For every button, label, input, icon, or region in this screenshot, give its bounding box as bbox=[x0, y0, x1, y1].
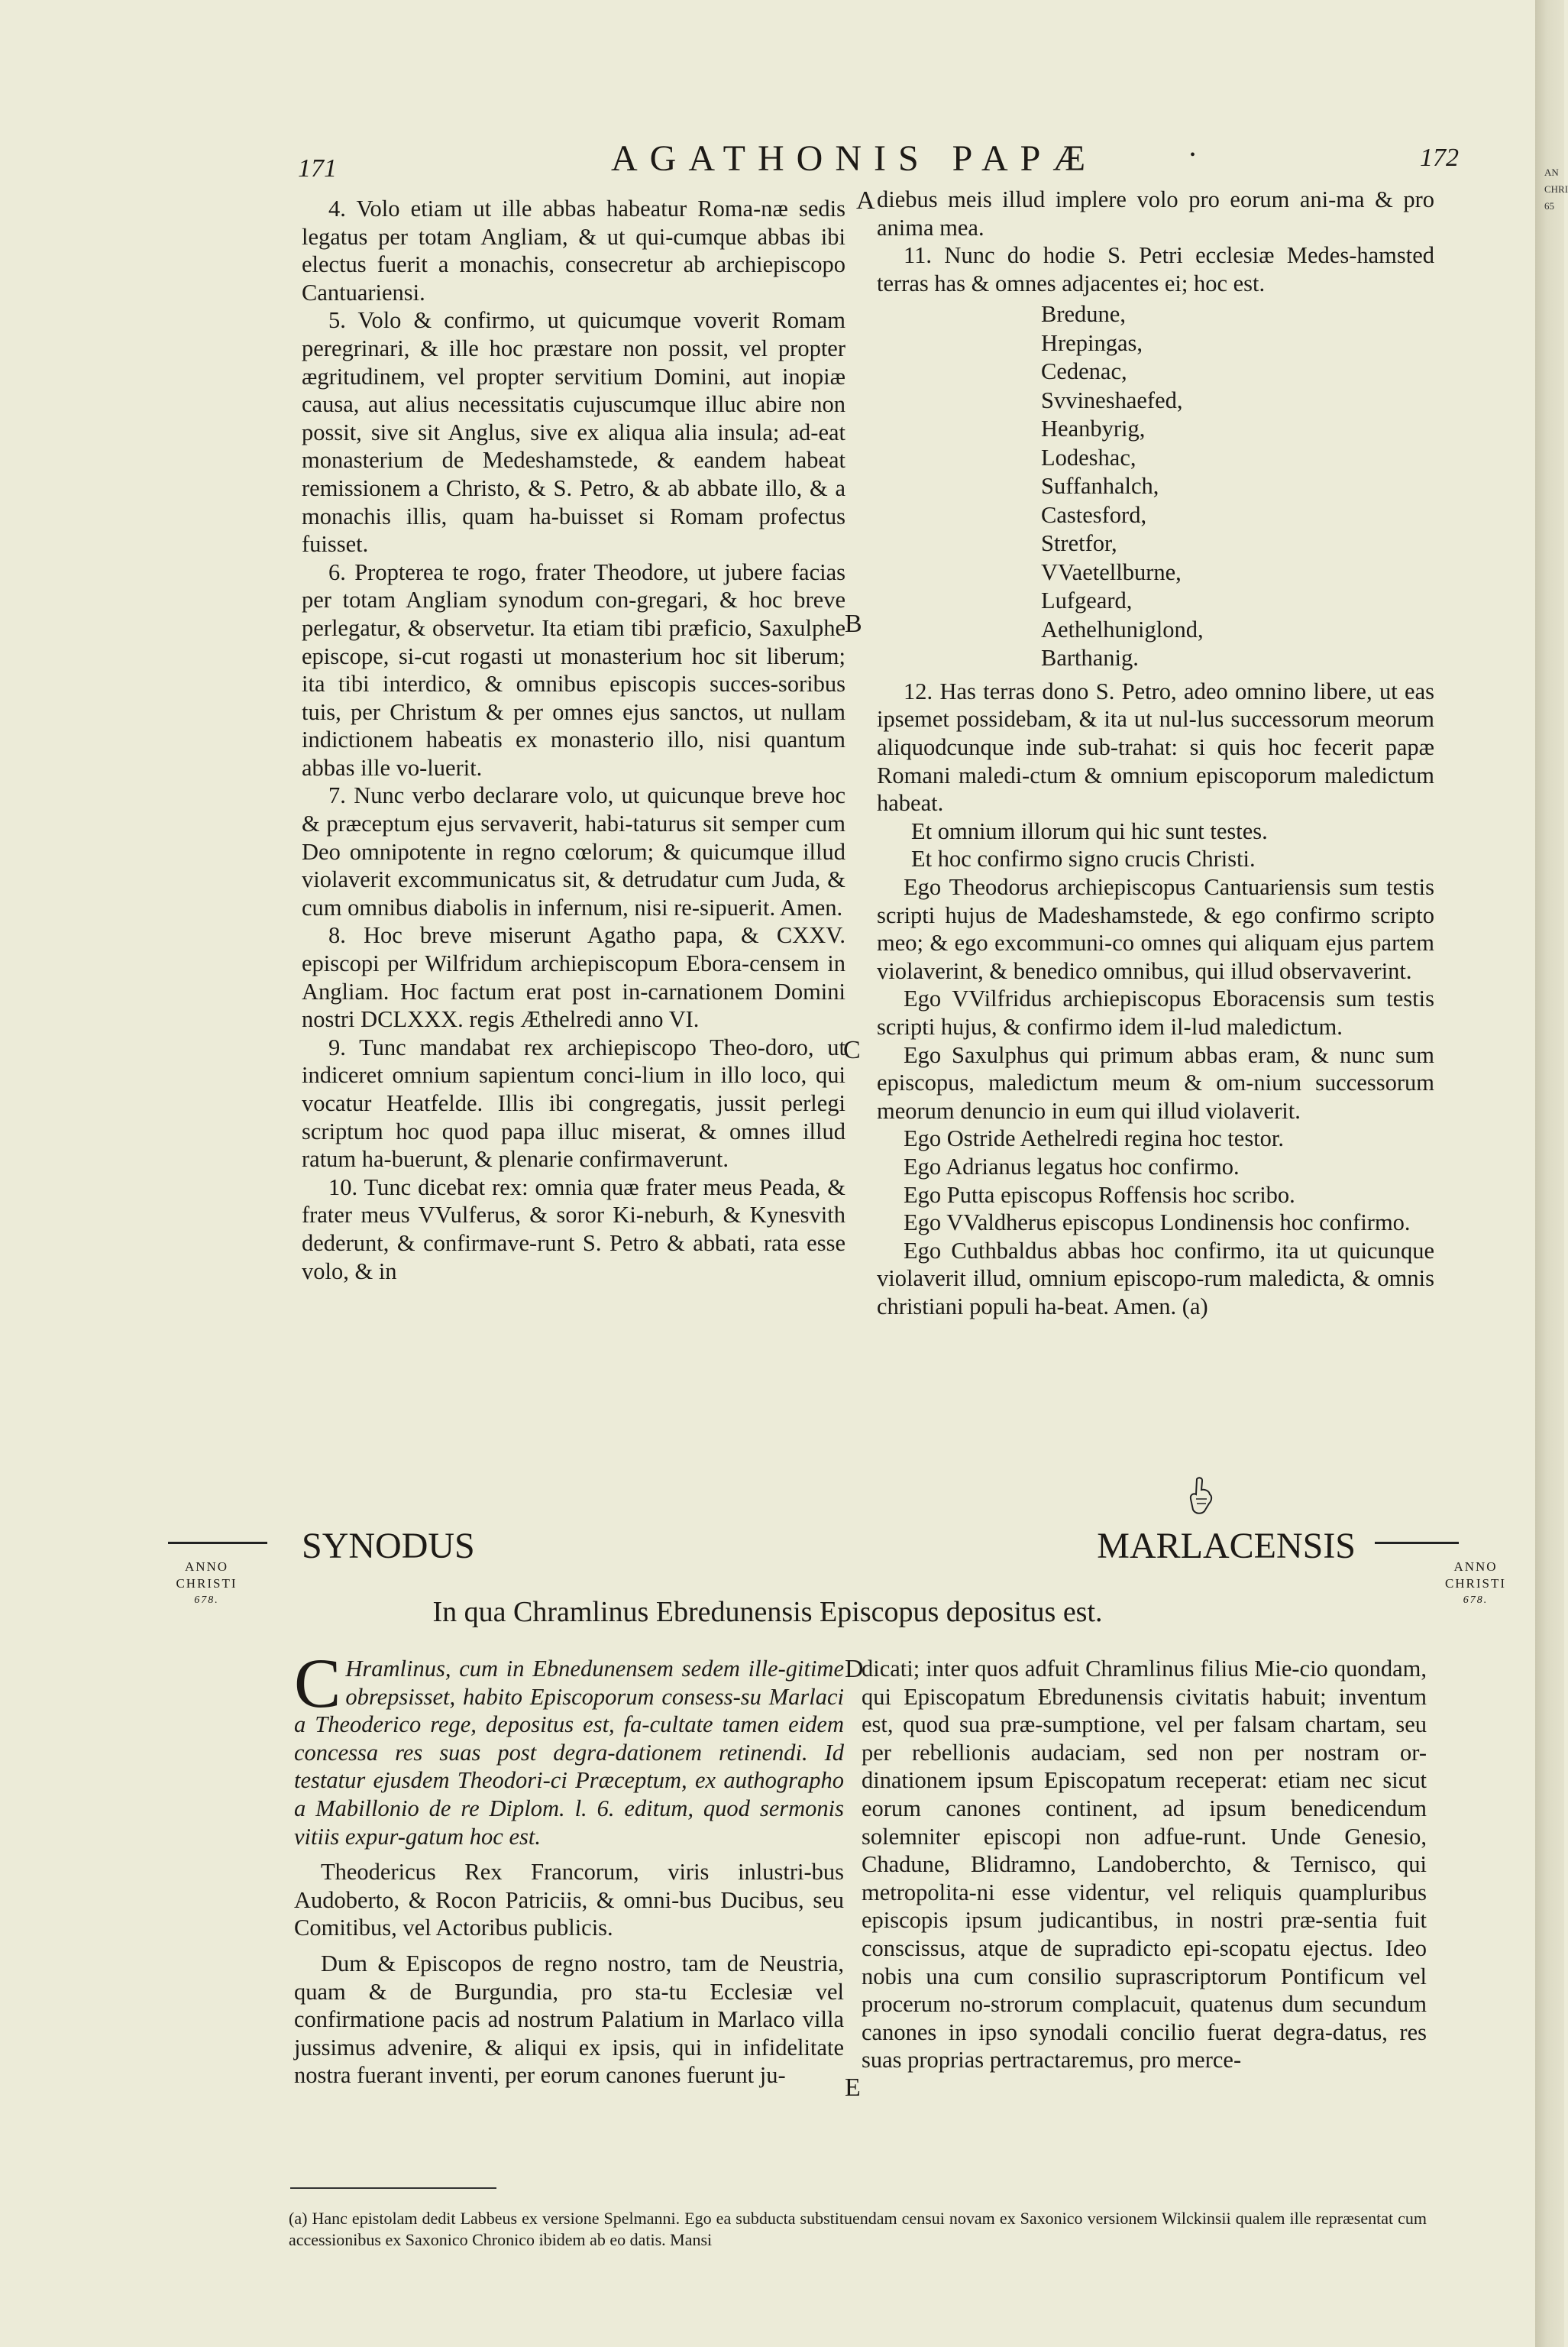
witness-line: Et omnium illorum qui hic sunt testes. bbox=[911, 817, 1268, 844]
left-column-lower bbox=[294, 1644, 844, 2090]
place-name: Aethelhuniglond, bbox=[1041, 616, 1204, 643]
signatory: Ego Saxulphus qui primum abbas eram, & nunc sum episcopus, maledictum meum & om-nium successorum meorum denuncio in eum qui illud violaverit. bbox=[877, 1041, 1434, 1124]
page-number-right: 172 bbox=[1420, 144, 1459, 172]
paragraph-11: 11. Nunc do hodie S. Petri ecclesiæ Medes-hamsted terras has & omnes adjacentes ei; hoc est. bbox=[877, 242, 1434, 296]
adjacent-page-margin-note bbox=[1544, 164, 1568, 215]
place-name: Stretfor, bbox=[1041, 530, 1117, 557]
left-column-upper bbox=[302, 195, 845, 1285]
header-ornament: • bbox=[1190, 147, 1196, 163]
margin-letter-c: C bbox=[843, 1036, 861, 1064]
synod-introduction bbox=[294, 1644, 844, 1850]
christi-label: CHRISTI bbox=[1444, 1576, 1507, 1591]
page-number-left: 171 bbox=[298, 154, 337, 183]
paragraph-continuation: diebus meis illud implere volo pro eorum ani-ma & pro anima mea. bbox=[877, 186, 1434, 241]
synod-title: SYNODUS MARLACENSIS bbox=[302, 1526, 1356, 1566]
place-name: Svvineshaefed, bbox=[1041, 387, 1183, 413]
place-name: Bredune, bbox=[1041, 301, 1126, 328]
place-name: Cedenac, bbox=[1041, 358, 1127, 385]
margin-letter-d: D bbox=[845, 1655, 864, 1683]
signatory: Ego Theodorus archiepiscopus Cantuariensis sum testis scripti hujus de Madeshamstede, & ego confirmo scripto meo; & ego excommuni-co omnes qui aliquam ejus partem violaverint, & benedico omnibus, qui illud observaverint. bbox=[877, 874, 1434, 984]
signatory: Ego VVilfridus archiepiscopus Eboracensis sum testis scripti hujus, & confirmo idem il-lud maledictum. bbox=[877, 986, 1434, 1040]
margin-letter-e: E bbox=[845, 2073, 861, 2102]
drop-cap: C bbox=[294, 1644, 341, 1722]
paragraph-4: 4. Volo etiam ut ille abbas habeatur Roma-næ sedis legatus per totam Angliam, & ut qui-cumque abbas ibi electus fuerit a monachis, consecretur ab archiepiscopo Cantuariensi. bbox=[302, 196, 845, 306]
place-name: VVaetellburne, bbox=[1041, 558, 1182, 585]
signatory: Ego Ostride Aethelredi regina hoc testor. bbox=[904, 1125, 1285, 1152]
running-title: AGATHONIS PAPÆ bbox=[611, 138, 1098, 179]
margin-letter-b: B bbox=[845, 610, 862, 638]
decree-continuation: dicati; inter quos adfuit Chramlinus filius Mie-cio quondam, qui Episcopatum Ebredunensis civitatis habuit; inventum est, quod sua præ-sumptione, vel per falsam chartam, seu per rebellionis audaciam, sed non per nostram or-dinationem ipsum Episcopatum receperat: etiam nec sicut eorum canones continent, ad ipsum benedicendum solemniter episcopi non adfue-runt. Unde Genesio, Chadune, Blidramno, Landoberchto, & Ternisco, qui metropolita-ni esse videntur, vel reliquis quampluribus episcopis ipsum judicantibus, in nostri præ-sentia fuit conscissus, atque de supradicto epi-scopatu ejectus. Ideo nobis una cum consilio suprascriptorum Pontificum vel procerum no-strorum complacuit, quatenus dum secundum canones in ipso synodali concilio fuerat degra-datus, res suas proprias pertractaremus, pro merce- bbox=[862, 1656, 1427, 2073]
right-column-lower bbox=[862, 1655, 1427, 2074]
pointing-hand-icon bbox=[1186, 1476, 1217, 1516]
paragraph-8: 8. Hoc breve miserunt Agatho papa, & CXXV. episcopi per Wilfridum archiepiscopum Ebora-censem in Angliam. Hoc factum erat post in-carnationem Domini nostri DCLXXX. regis Æthelredi anno VI. bbox=[302, 922, 845, 1033]
place-name: Lufgeard, bbox=[1041, 588, 1133, 614]
christi-label: CHRISTI bbox=[176, 1576, 238, 1591]
place-name: Barthanig. bbox=[1041, 645, 1139, 672]
decree-text: Dum & Episcopos de regno nostro, tam de Neustria, quam & de Burgundia, pro sta-tu Ecclesiæ vel confirmatione pacis ad nostrum Palatium in Marlaco villa jussimus advenire, & aliqui ex ipsis, qui in infidelitate nostra fuerant inventi, per eorum canones fuerunt ju- bbox=[294, 1950, 844, 2089]
place-name-list bbox=[1041, 300, 1434, 673]
margin-letter-a: A bbox=[856, 186, 875, 215]
synod-subtitle: In qua Chramlinus Ebredunensis Episcopus depositus est. bbox=[432, 1596, 1103, 1628]
edge-note-line: CHRI bbox=[1544, 183, 1568, 195]
edge-note-line: 65 bbox=[1544, 200, 1554, 212]
place-name: Lodeshac, bbox=[1041, 444, 1136, 471]
introduction-text: Hramlinus, cum in Ebnedunensem sedem ille-gitime obrepsisset, habito Episcoporum consess-su Marlaci a Theoderico rege, depositus est, fa-cultate tamen eidem concessa res suas post degra-dationem retinendi. Id testatur ejusdem Theodori-ci Præceptum, ex authographo a Mabillonio de re Diplom. l. 6. editum, quod sermonis vitiis expur-gatum hoc est. bbox=[294, 1656, 844, 1850]
right-column-upper bbox=[877, 186, 1434, 1321]
synod-title-rule bbox=[168, 1526, 1459, 1568]
title-rule-left bbox=[168, 1542, 267, 1544]
adjacent-page-edge bbox=[1535, 0, 1564, 2347]
anno-year: 678. bbox=[1463, 1594, 1489, 1606]
anno-label: ANNO bbox=[1453, 1559, 1498, 1574]
page-header bbox=[298, 138, 1459, 183]
signatory: Ego Adrianus legatus hoc confirmo. bbox=[904, 1153, 1240, 1180]
place-name: Heanbyrig, bbox=[1041, 416, 1146, 442]
paragraph-6: 6. Propterea te rogo, frater Theodore, ut jubere facias per totam Angliam synodum con-gregari, & hoc breve perlegatur, & observetur. Ita etiam tibi præficio, Saxulphe episcope, si-cut rogasti ut monasterium hoc sit liberum; ita tibi interdico, & omnibus episcopis succes-soribus tuis, per Christum & per omnes ejus sanctos, ut nullam indictionem habeatis ex monasterio illo, nisi quantum abbas ille vo-luerit. bbox=[302, 558, 845, 781]
place-name: Suffanhalch, bbox=[1041, 473, 1159, 500]
edge-note-line: AN bbox=[1544, 167, 1559, 178]
title-rule-right bbox=[1375, 1542, 1459, 1544]
paragraph-10: 10. Tunc dicebat rex: omnia quæ frater meus Peada, & frater meus VVulferus, & soror Ki-neburh, & Kynesvith dederunt, & confirmave-runt S. Petro & abbati, rata esse volo, & in bbox=[302, 1174, 845, 1284]
anno-year: 678. bbox=[194, 1594, 219, 1606]
paragraph-7: 7. Nunc verbo declarare volo, ut quicunque breve hoc & præceptum ejus servaverit, habi-taturus sit semper cum Deo omnipotente in regno cœlorum; & quicumque illud violaverit excommunicatus sit, & detrudatur cum Juda, & cum omnibus diabolis in infernum, nisi re-sipuerit. Amen. bbox=[302, 782, 845, 921]
paragraph-5: 5. Volo & confirmo, ut quicumque voverit Romam peregrinari, & ille hoc præstare non possit, vel propter ægritudinem, vel propter servitium Domini, aut inopiæ causa, aut alius necessitatis cujuscumque illuc abire non possit, sive sit Anglus, sive ex aliqua alia insula; ad-eat monasterium de Medeshamstede, & eandem habeat remissionem a Christo, & S. Petro, & ab abbate illo, & a monachis illis, quam ha-buisset si Romam profectus fuisset. bbox=[302, 307, 845, 558]
anno-label: ANNO bbox=[184, 1559, 229, 1574]
signatory: Ego Cuthbaldus abbas hoc confirmo, ita ut quicunque violaverit illud, omnium episcopo-rum maledicta, & omnis christiani populi ha-beat. Amen. (a) bbox=[877, 1237, 1434, 1319]
place-name: Castesford, bbox=[1041, 501, 1147, 528]
royal-address: Theodericus Rex Francorum, viris inlustri-bus Audoberto, & Rocon Patriciis, & omni-bus Ducibus, seu Comitibus, vel Actoribus publicis. bbox=[294, 1859, 844, 1941]
footnote-rule bbox=[290, 2187, 496, 2189]
paragraph-12: 12. Has terras dono S. Petro, adeo omnino libere, ut eas ipsemet possidebam, & ita ut nul-lus successorum meorum aliquodcunque inde sub-trahat: si quis hoc fecerit papæ Romani maledi-ctum & omnium episcoporum maledictum habeat. bbox=[877, 678, 1434, 817]
paragraph-9: 9. Tunc mandabat rex archiepiscopo Theo-doro, ut indiceret omnium sapientum conci-lium in illo loco, qui vocatur Heatfelde. Illis ibi congregatis, jussit perlegi scriptum hoc quod papa illuc miserat, & omnes illud ratum ha-buerunt, & plenarie confirmaverunt. bbox=[302, 1034, 845, 1173]
witness-line: Et hoc confirmo signo crucis Christi. bbox=[911, 846, 1256, 872]
footnote: (a) Hanc epistolam dedit Labbeus ex versione Spelmanni. Ego ea subducta substituendam censui novam ex Saxonico versionem Wilckinsii qualem ille repræsentat cum accessionibus ex Saxonico Chronico ibidem ab eo datis. Mansi bbox=[289, 2209, 1427, 2249]
signatory: Ego VValdherus episcopus Londinensis hoc confirmo. bbox=[904, 1209, 1411, 1236]
signatory: Ego Putta episcopus Roffensis hoc scribo. bbox=[904, 1181, 1295, 1208]
place-name: Hrepingas, bbox=[1041, 329, 1143, 356]
